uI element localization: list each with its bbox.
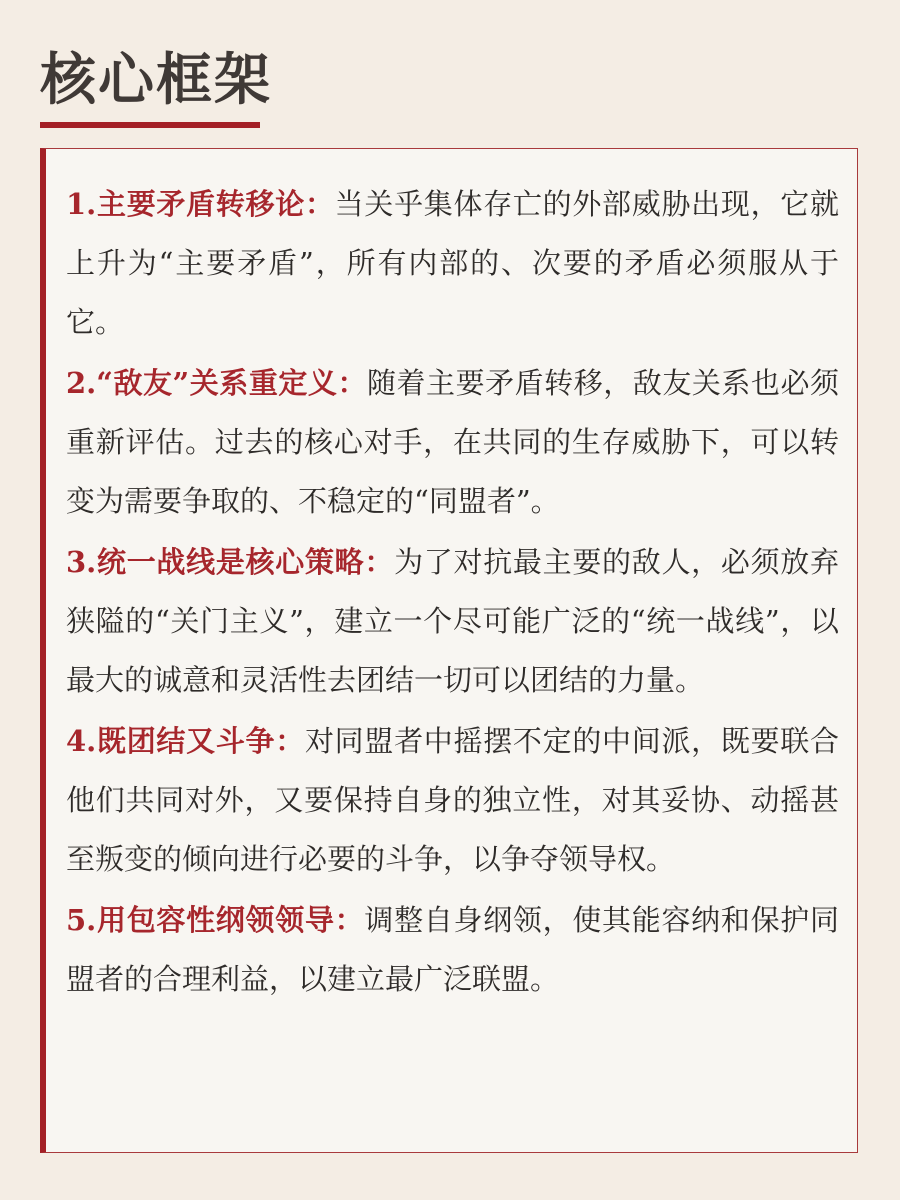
page-title: 核心框架 xyxy=(40,47,272,113)
item-heading: 2.“敌友”关系重定义： xyxy=(66,366,367,400)
item-heading: 1.主要矛盾转移论： xyxy=(66,187,335,221)
framework-item-2 xyxy=(66,354,839,531)
item-heading: 5.用包容性纲领领导： xyxy=(66,903,365,937)
title-underline xyxy=(40,122,260,128)
framework-item-3 xyxy=(66,533,839,710)
framework-item-1 xyxy=(66,175,839,352)
framework-panel xyxy=(40,148,858,1153)
framework-list xyxy=(66,175,839,1009)
item-text: 对同盟者中摇摆不定的中间派，既要联合他们共同对外，又要保持自身的独立性，对其妥协、动摇甚至叛变的倾向进行必要的斗争，以争夺领导权。 xyxy=(66,724,839,876)
item-text: 当关乎集体存亡的外部威胁出现，它就上升为“主要矛盾”，所有内部的、次要的矛盾必须服从于它。 xyxy=(66,187,839,339)
item-heading: 4.既团结又斗争： xyxy=(66,724,305,758)
framework-item-4 xyxy=(66,712,839,889)
framework-item-5 xyxy=(66,891,839,1009)
item-text: 调整自身纲领，使其能容纳和保护同盟者的合理利益，以建立最广泛联盟。 xyxy=(66,903,839,996)
item-heading: 3.统一战线是核心策略： xyxy=(66,545,395,579)
item-text: 为了对抗最主要的敌人，必须放弃狭隘的“关门主义”，建立一个尽可能广泛的“统一战线”，以最大的诚意和灵活性去团结一切可以团结的力量。 xyxy=(66,545,839,697)
item-text: 随着主要矛盾转移，敌友关系也必须重新评估。过去的核心对手，在共同的生存威胁下，可以转变为需要争取的、不稳定的“同盟者”。 xyxy=(66,366,839,518)
